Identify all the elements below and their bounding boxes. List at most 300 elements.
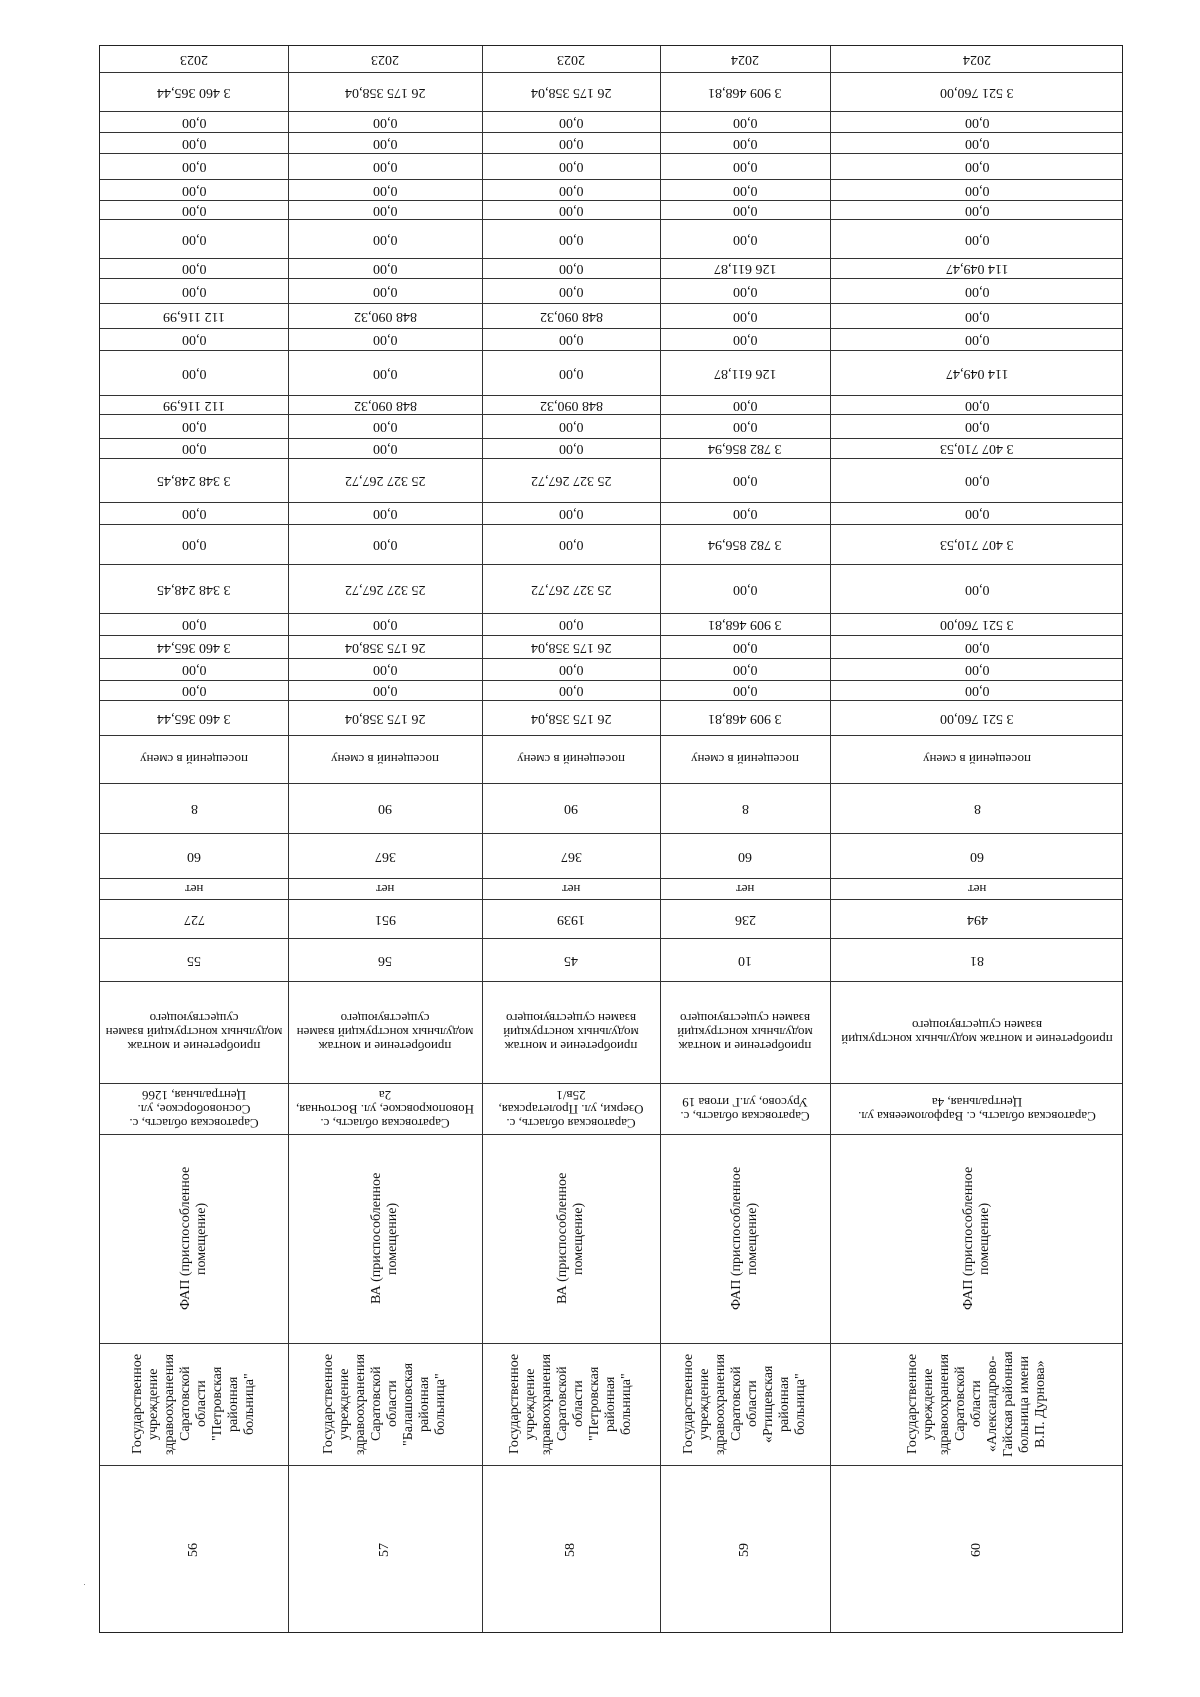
- address-cell-text: Саратовская область, с. Новопокровское, ул. Восточная, 2а: [296, 1087, 474, 1131]
- value-cell: [288, 303, 482, 328]
- flag-cell-text: нет: [375, 881, 395, 897]
- value-cell: [482, 219, 660, 258]
- value-cell-text: 0,00: [732, 332, 758, 347]
- value-cell-text: 3 909 468,81: [708, 84, 782, 100]
- value-cell: [100, 153, 288, 179]
- capacity-cell-text: 8: [973, 801, 981, 816]
- address-cell-text: Саратовская область, с. Урусово, ул.Г итова 19: [680, 1094, 810, 1124]
- area-cell-text: 60: [187, 848, 201, 864]
- value-cell: [288, 458, 482, 502]
- value-cell: [660, 414, 830, 438]
- value-cell: [830, 200, 1124, 219]
- value-cell: [830, 635, 1124, 658]
- distance-cell-text: 56: [378, 952, 392, 968]
- value-cell: [288, 328, 482, 350]
- value-cell-text: 0,00: [964, 202, 990, 218]
- value-cell: [482, 258, 660, 278]
- value-cell-text: 0,00: [181, 159, 207, 174]
- row-number-cell-text: 58: [563, 1542, 578, 1557]
- value-cell: [482, 635, 660, 658]
- value-cell: [100, 658, 288, 680]
- value-cell: [830, 111, 1124, 132]
- value-cell: [830, 680, 1124, 700]
- value-cell-text: 2023: [557, 52, 585, 67]
- value-cell: [830, 46, 1124, 72]
- population-cell: [660, 899, 830, 938]
- value-cell: [482, 700, 660, 735]
- population-cell-text: 494: [966, 911, 988, 927]
- value-cell-text: 0,00: [732, 473, 758, 488]
- address-cell: [830, 1083, 1124, 1134]
- distance-cell: [288, 938, 482, 981]
- value-cell-text: 3 909 468,81: [708, 710, 782, 726]
- value-cell: [830, 564, 1124, 613]
- value-cell-text: 0,00: [558, 261, 584, 276]
- value-cell: [830, 414, 1124, 438]
- value-cell-text: 0,00: [558, 419, 584, 434]
- value-cell-text: 0,00: [732, 231, 758, 247]
- organization-cell: [482, 1343, 660, 1465]
- value-cell-text: 0,00: [372, 135, 398, 151]
- capacity-unit-cell: [830, 735, 1124, 783]
- facility-type-cell-text: ВА (приспособленное помещение): [369, 1172, 400, 1305]
- value-cell-text: 2024: [963, 52, 991, 67]
- value-cell-text: 26 175 358,04: [530, 639, 612, 655]
- value-cell: [660, 258, 830, 278]
- population-cell: [482, 899, 660, 938]
- row-number-cell: [100, 1465, 288, 1634]
- value-cell-text: 0,00: [558, 662, 584, 677]
- value-cell-text: 0,00: [732, 308, 758, 324]
- value-cell-text: 0,00: [372, 441, 398, 456]
- value-cell: [482, 658, 660, 680]
- action-cell-text: приобретение и монтаж модульных конструкций взамен существующего: [841, 1018, 1113, 1047]
- row-number-cell-text: 59: [737, 1542, 752, 1557]
- value-cell-text: 25 327 267,72: [530, 581, 612, 597]
- value-cell: [830, 502, 1124, 524]
- value-cell: [100, 438, 288, 458]
- row-number-cell-text: 60: [969, 1542, 984, 1557]
- capacity-cell-text: 8: [741, 801, 749, 816]
- value-cell: [482, 153, 660, 179]
- address-cell: [100, 1083, 288, 1134]
- value-cell-text: 2023: [371, 52, 399, 67]
- distance-cell: [100, 938, 288, 981]
- value-cell-text: 0,00: [964, 182, 990, 198]
- action-cell: [482, 981, 660, 1083]
- capacity-unit-cell: [288, 735, 482, 783]
- value-cell-text: 0,00: [558, 617, 584, 632]
- value-cell: [482, 524, 660, 564]
- value-cell-text: 0,00: [964, 506, 990, 521]
- value-cell: [288, 350, 482, 395]
- value-cell-text: 848 090,32: [353, 308, 417, 324]
- capacity-unit-cell: [100, 735, 288, 783]
- value-cell-text: 0,00: [732, 397, 758, 413]
- value-cell-text: 0,00: [372, 159, 398, 174]
- value-cell-text: 3 460 365,44: [157, 84, 231, 100]
- value-cell: [660, 179, 830, 200]
- row-number-cell: [830, 1465, 1124, 1634]
- capacity-cell: [100, 783, 288, 833]
- value-cell-text: 0,00: [372, 365, 398, 381]
- value-cell-text: 0,00: [732, 683, 758, 698]
- value-cell: [288, 72, 482, 111]
- value-cell-text: 0,00: [558, 441, 584, 456]
- value-cell: [288, 200, 482, 219]
- value-cell-text: 0,00: [732, 581, 758, 597]
- value-cell: [288, 219, 482, 258]
- value-cell-text: 3 782 856,94: [708, 441, 782, 456]
- value-cell-text: 0,00: [372, 261, 398, 276]
- flag-cell-text: нет: [735, 881, 755, 897]
- value-cell: [288, 258, 482, 278]
- organization-cell: [100, 1343, 288, 1465]
- value-cell-text: 0,00: [558, 506, 584, 521]
- value-cell-text: 126 611,87: [713, 365, 777, 381]
- value-cell-text: 3 348 248,45: [157, 581, 231, 597]
- distance-cell: [482, 938, 660, 981]
- capacity-unit-cell-text: посещений в смену: [691, 752, 799, 767]
- population-cell-text: 727: [183, 911, 205, 927]
- capacity-cell-text: 90: [564, 801, 578, 816]
- value-cell-text: 112 116,99: [163, 397, 225, 413]
- flag-cell-text: нет: [967, 881, 987, 897]
- organization-cell-text: Государственное учреждение здравоохранения Саратовской области «Александрово-Гайская районная больница имени В.П. Дурнова»: [905, 1351, 1048, 1457]
- organization-cell-text: Государственное учреждение здравоохранения Саратовской области «Ртищевская районная больница": [681, 1353, 808, 1455]
- value-cell-text: 0,00: [181, 283, 207, 299]
- action-cell: [830, 981, 1124, 1083]
- value-cell: [288, 46, 482, 72]
- value-cell-text: 0,00: [372, 683, 398, 698]
- area-cell-text: 60: [738, 848, 752, 864]
- value-cell-text: 0,00: [558, 537, 584, 552]
- value-cell-text: 0,00: [181, 202, 207, 218]
- value-cell: [100, 278, 288, 303]
- value-cell: [288, 564, 482, 613]
- value-cell: [100, 395, 288, 414]
- value-cell: [100, 200, 288, 219]
- value-cell-text: 848 090,32: [353, 397, 417, 413]
- flag-cell-text: нет: [561, 881, 581, 897]
- capacity-cell-text: 8: [190, 801, 198, 816]
- facility-type-cell: [288, 1134, 482, 1343]
- value-cell-text: 0,00: [558, 159, 584, 174]
- value-cell-text: 26 175 358,04: [530, 710, 612, 726]
- value-cell: [100, 111, 288, 132]
- action-cell-text: приобретение и монтаж модульных конструкций взамен существующего: [677, 1011, 813, 1054]
- value-cell-text: 0,00: [558, 683, 584, 698]
- value-cell-text: 0,00: [181, 506, 207, 521]
- row-number-cell: [288, 1465, 482, 1634]
- organization-cell-text: Государственное учреждение здравоохранения Саратовской области "Петровская районная больница": [130, 1353, 257, 1455]
- value-cell-text: 0,00: [372, 231, 398, 247]
- value-cell-text: 26 175 358,04: [344, 710, 426, 726]
- value-cell: [288, 700, 482, 735]
- value-cell: [660, 219, 830, 258]
- value-cell: [660, 680, 830, 700]
- value-cell: [660, 111, 830, 132]
- action-cell: [660, 981, 830, 1083]
- value-cell-text: 26 175 358,04: [344, 639, 426, 655]
- value-cell-text: 0,00: [181, 441, 207, 456]
- value-cell: [660, 200, 830, 219]
- value-cell: [482, 46, 660, 72]
- population-cell: [288, 899, 482, 938]
- facility-type-cell: [830, 1134, 1124, 1343]
- capacity-unit-cell: [482, 735, 660, 783]
- value-cell-text: 3 782 856,94: [708, 537, 782, 552]
- value-cell-text: 0,00: [964, 683, 990, 698]
- value-cell: [830, 278, 1124, 303]
- address-cell: [482, 1083, 660, 1134]
- flag-cell: [660, 878, 830, 899]
- population-cell: [830, 899, 1124, 938]
- value-cell: [660, 72, 830, 111]
- organization-cell: [830, 1343, 1124, 1465]
- value-cell-text: 25 327 267,72: [530, 473, 612, 488]
- value-cell-text: 848 090,32: [539, 308, 603, 324]
- value-cell-text: 0,00: [372, 182, 398, 198]
- organization-cell: [660, 1343, 830, 1465]
- value-cell: [288, 635, 482, 658]
- organization-cell-text: Государственное учреждение здравоохранения Саратовской области "Балашовская районная больница": [321, 1353, 448, 1455]
- value-cell: [660, 438, 830, 458]
- value-cell: [830, 132, 1124, 153]
- capacity-cell-text: 90: [378, 801, 392, 816]
- value-cell: [482, 72, 660, 111]
- area-cell-text: 367: [560, 848, 582, 864]
- value-cell: [288, 111, 482, 132]
- value-cell-text: 3 407 710,53: [940, 537, 1014, 552]
- value-cell: [288, 278, 482, 303]
- value-cell: [482, 395, 660, 414]
- value-cell-text: 0,00: [732, 159, 758, 174]
- capacity-cell: [288, 783, 482, 833]
- value-cell: [660, 635, 830, 658]
- value-cell: [100, 72, 288, 111]
- value-cell-text: 0,00: [181, 135, 207, 151]
- value-cell: [100, 414, 288, 438]
- value-cell-text: 0,00: [732, 506, 758, 521]
- value-cell: [482, 414, 660, 438]
- organization-cell: [288, 1343, 482, 1465]
- value-cell-text: 3 521 760,00: [940, 84, 1014, 100]
- value-cell-text: 0,00: [732, 114, 758, 130]
- value-cell: [830, 328, 1124, 350]
- value-cell: [660, 278, 830, 303]
- value-cell: [100, 328, 288, 350]
- value-cell-text: 114 049,47: [945, 261, 1009, 276]
- value-cell-text: 0,00: [372, 283, 398, 299]
- value-cell: [288, 524, 482, 564]
- distance-cell-text: 81: [970, 952, 984, 968]
- value-cell-text: 0,00: [558, 231, 584, 247]
- distance-cell: [660, 938, 830, 981]
- value-cell: [830, 153, 1124, 179]
- value-cell-text: 0,00: [181, 182, 207, 198]
- value-cell-text: 0,00: [372, 114, 398, 130]
- action-cell-text: приобретение и монтаж модульных конструкций взамен существующего: [296, 1011, 474, 1054]
- action-cell: [288, 981, 482, 1083]
- distance-cell-text: 45: [564, 952, 578, 968]
- value-cell: [100, 350, 288, 395]
- value-cell: [100, 46, 288, 72]
- value-cell: [830, 303, 1124, 328]
- area-cell: [100, 833, 288, 878]
- value-cell-text: 0,00: [558, 365, 584, 381]
- value-cell: [100, 635, 288, 658]
- value-cell-text: 0,00: [964, 397, 990, 413]
- value-cell: [288, 153, 482, 179]
- value-cell: [482, 328, 660, 350]
- value-cell-text: 0,00: [181, 261, 207, 276]
- capacity-unit-cell-text: посещений в смену: [331, 752, 439, 767]
- value-cell-text: 0,00: [964, 332, 990, 347]
- value-cell-text: 2023: [180, 52, 208, 67]
- distance-cell-text: 55: [187, 952, 201, 968]
- scan-speck: [84, 1584, 85, 1585]
- value-cell-text: 0,00: [558, 135, 584, 151]
- population-cell-text: 236: [734, 911, 756, 927]
- value-cell-text: 0,00: [181, 419, 207, 434]
- value-cell-text: 848 090,32: [539, 397, 603, 413]
- area-cell: [288, 833, 482, 878]
- row-number-cell: [660, 1465, 830, 1634]
- value-cell: [660, 700, 830, 735]
- value-cell: [288, 613, 482, 635]
- value-cell: [482, 564, 660, 613]
- capacity-unit-cell-text: посещений в смену: [923, 752, 1031, 767]
- value-cell: [660, 564, 830, 613]
- facility-type-cell: [100, 1134, 288, 1343]
- value-cell: [830, 613, 1124, 635]
- value-cell: [830, 258, 1124, 278]
- value-cell: [830, 438, 1124, 458]
- action-cell: [100, 981, 288, 1083]
- value-cell-text: 0,00: [732, 202, 758, 218]
- area-cell: [830, 833, 1124, 878]
- value-cell: [100, 258, 288, 278]
- flag-cell: [100, 878, 288, 899]
- capacity-unit-cell: [660, 735, 830, 783]
- value-cell-text: 0,00: [964, 308, 990, 324]
- value-cell-text: 3 407 710,53: [940, 441, 1014, 456]
- value-cell: [660, 46, 830, 72]
- value-cell: [482, 200, 660, 219]
- value-cell: [660, 350, 830, 395]
- facility-type-cell-text: ВА (приспособленное помещение): [555, 1172, 586, 1305]
- value-cell-text: 0,00: [181, 537, 207, 552]
- data-table: [99, 45, 1123, 1633]
- row-number-cell-text: 56: [186, 1542, 201, 1557]
- value-cell: [100, 458, 288, 502]
- value-cell-text: 0,00: [732, 182, 758, 198]
- value-cell-text: 0,00: [181, 231, 207, 247]
- value-cell: [482, 111, 660, 132]
- value-cell: [660, 524, 830, 564]
- value-cell-text: 26 175 358,04: [344, 84, 426, 100]
- value-cell-text: 25 327 267,72: [344, 581, 426, 597]
- population-cell-text: 1939: [557, 911, 585, 927]
- flag-cell-text: нет: [184, 881, 204, 897]
- facility-type-cell: [660, 1134, 830, 1343]
- value-cell-text: 0,00: [181, 114, 207, 130]
- value-cell-text: 3 909 468,81: [708, 617, 782, 632]
- value-cell: [100, 613, 288, 635]
- distance-cell-text: 10: [738, 952, 752, 968]
- value-cell: [830, 179, 1124, 200]
- capacity-unit-cell-text: посещений в смену: [517, 752, 625, 767]
- area-cell-text: 367: [374, 848, 396, 864]
- action-cell-text: приобретение и монтаж модульных конструкций взамен существующего: [105, 1011, 283, 1054]
- value-cell-text: 0,00: [732, 662, 758, 677]
- value-cell-text: 2024: [731, 52, 759, 67]
- value-cell-text: 0,00: [372, 506, 398, 521]
- action-cell-text: приобретение и монтаж модульных конструкций взамен существующего: [503, 1011, 639, 1054]
- value-cell: [830, 524, 1124, 564]
- value-cell-text: 3 521 760,00: [940, 710, 1014, 726]
- value-cell: [100, 132, 288, 153]
- value-cell-text: 0,00: [964, 473, 990, 488]
- value-cell-text: 0,00: [964, 159, 990, 174]
- value-cell: [482, 132, 660, 153]
- value-cell-text: 0,00: [372, 662, 398, 677]
- value-cell: [288, 132, 482, 153]
- value-cell: [830, 658, 1124, 680]
- value-cell: [288, 658, 482, 680]
- value-cell-text: 3 460 365,44: [157, 639, 231, 655]
- value-cell-text: 0,00: [732, 135, 758, 151]
- value-cell: [660, 502, 830, 524]
- value-cell: [100, 700, 288, 735]
- value-cell-text: 26 175 358,04: [530, 84, 612, 100]
- facility-type-cell-text: ФАП (приспособленное помещение): [961, 1166, 992, 1311]
- value-cell-text: 3 348 248,45: [157, 473, 231, 488]
- value-cell-text: 0,00: [181, 365, 207, 381]
- value-cell-text: 0,00: [964, 135, 990, 151]
- capacity-cell: [660, 783, 830, 833]
- flag-cell: [482, 878, 660, 899]
- value-cell: [660, 458, 830, 502]
- value-cell: [482, 303, 660, 328]
- population-cell-text: 951: [374, 911, 396, 927]
- value-cell-text: 0,00: [372, 537, 398, 552]
- value-cell: [100, 524, 288, 564]
- value-cell-text: 0,00: [964, 419, 990, 434]
- value-cell-text: 0,00: [181, 662, 207, 677]
- value-cell: [482, 438, 660, 458]
- value-cell: [288, 680, 482, 700]
- organization-cell-text: Государственное учреждение здравоохранения Саратовской области "Петровская районная больница": [507, 1353, 634, 1455]
- population-cell: [100, 899, 288, 938]
- value-cell: [288, 395, 482, 414]
- value-cell-text: 0,00: [558, 332, 584, 347]
- capacity-cell: [482, 783, 660, 833]
- value-cell: [660, 132, 830, 153]
- value-cell: [830, 395, 1124, 414]
- value-cell-text: 0,00: [372, 419, 398, 434]
- value-cell-text: 0,00: [181, 683, 207, 698]
- distance-cell: [830, 938, 1124, 981]
- address-cell-text: Саратовская область, с. Озерки, ул. Пролетарская, 25в/1: [498, 1087, 644, 1131]
- capacity-cell: [830, 783, 1124, 833]
- facility-type-cell: [482, 1134, 660, 1343]
- value-cell: [660, 658, 830, 680]
- value-cell: [830, 72, 1124, 111]
- value-cell: [482, 613, 660, 635]
- value-cell: [100, 219, 288, 258]
